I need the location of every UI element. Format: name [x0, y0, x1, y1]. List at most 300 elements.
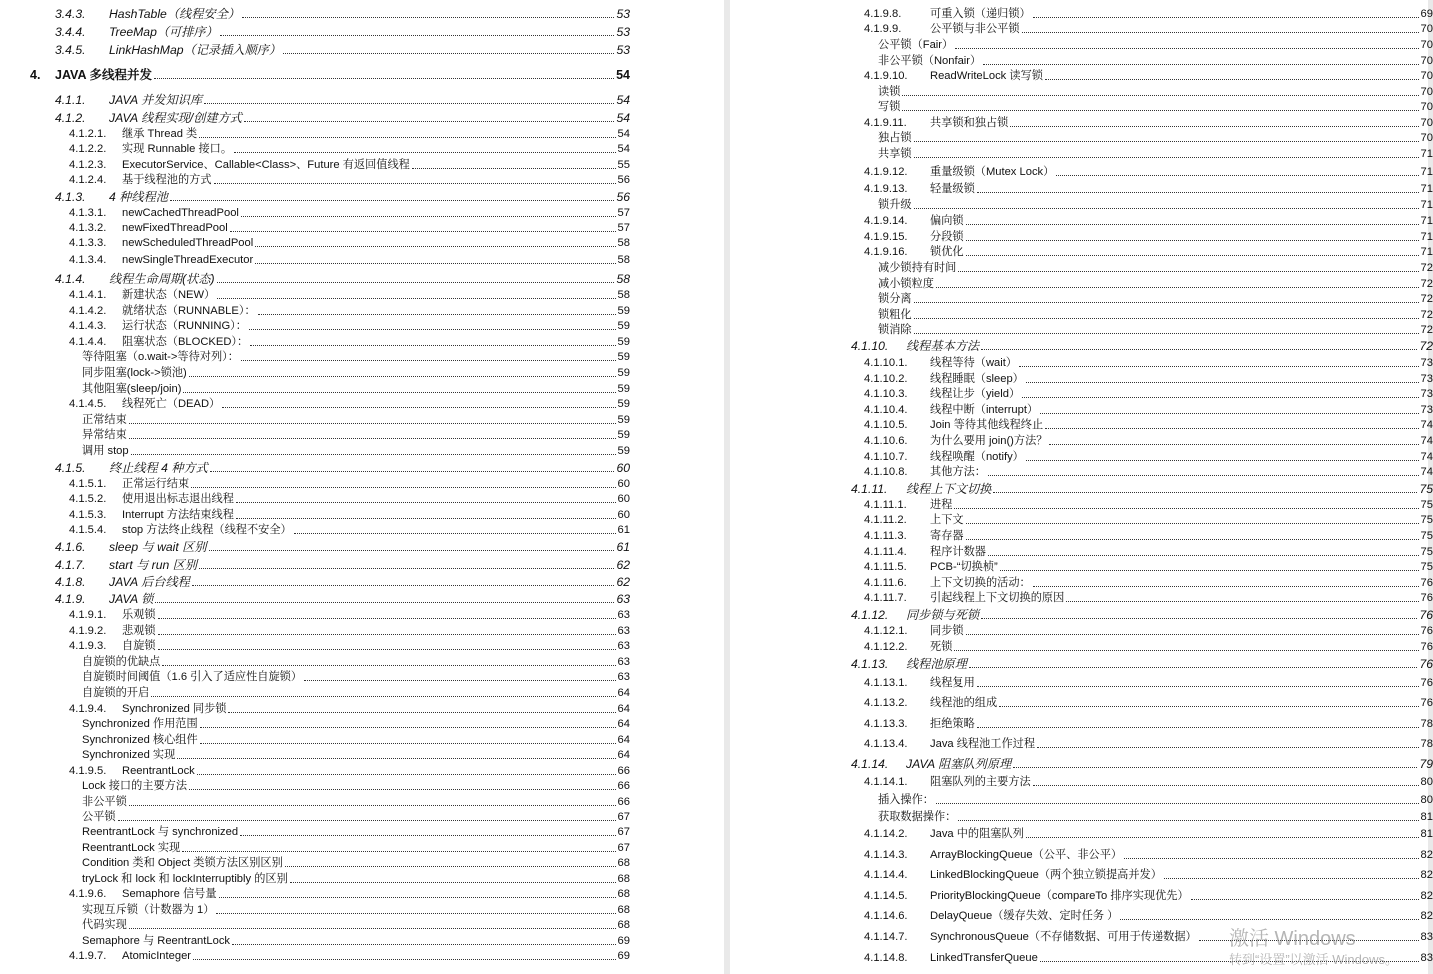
toc-dot-leader — [966, 523, 1419, 524]
toc-entry-page-number: 64 — [617, 687, 630, 699]
toc-entry-page-number: 59 — [617, 367, 630, 379]
toc-dot-leader — [158, 649, 616, 650]
toc-entry-page-number: 64 — [617, 703, 630, 715]
toc-entry-page-number: 72 — [1420, 324, 1433, 336]
toc-entry-title: LinkedBlockingQueue（两个独立锁提高并发） — [930, 869, 1162, 881]
toc-dot-leader — [209, 550, 615, 551]
toc-entry[interactable] — [864, 434, 1433, 448]
toc-entry-title: 线程死亡（DEAD） — [122, 398, 221, 410]
toc-entry-title: Semaphore 信号量 — [122, 888, 217, 900]
toc-entry[interactable] — [82, 428, 630, 442]
toc-dot-leader — [1040, 413, 1418, 414]
toc-dot-leader — [129, 805, 616, 806]
toc-entry[interactable] — [864, 827, 1433, 841]
toc-entry-title: 共享锁和独占锁 — [930, 117, 1009, 129]
toc-dot-leader — [283, 53, 614, 54]
toc-entry-title: 可重入锁（递归锁） — [930, 8, 1031, 20]
toc-entry[interactable] — [82, 350, 630, 364]
toc-entry-title: Lock 接口的主要方法 — [82, 780, 188, 792]
toc-entry-page-number: 74 — [1420, 466, 1433, 478]
toc-dot-leader — [232, 944, 616, 945]
toc-entry[interactable] — [82, 872, 630, 886]
toc-entry[interactable] — [55, 592, 630, 606]
toc-entry-title: 进程 — [930, 499, 953, 511]
toc-entry[interactable] — [878, 147, 1433, 161]
toc-entry-title: JAVA 阻塞队列原理 — [906, 757, 1012, 771]
toc-entry-title: 自旋锁的优缺点 — [82, 656, 161, 668]
toc-entry-number: 4.1.10.3. — [864, 388, 908, 400]
toc-entry-number: 4.1.9.4. — [69, 703, 107, 715]
toc-entry[interactable] — [69, 624, 630, 638]
toc-entry[interactable] — [82, 444, 630, 458]
toc-entry[interactable] — [82, 366, 630, 380]
toc-entry[interactable] — [864, 576, 1433, 590]
toc-entry-number: 4.1.9.16. — [864, 246, 908, 258]
toc-entry-title: 读锁 — [878, 86, 901, 98]
toc-entry[interactable] — [864, 403, 1433, 417]
toc-entry[interactable] — [69, 608, 630, 622]
toc-entry-title: Synchronized 同步锁 — [122, 703, 227, 715]
toc-dot-leader — [936, 803, 1419, 804]
toc-entry[interactable] — [878, 198, 1433, 212]
toc-entry-number: 4.1.10.1. — [864, 357, 908, 369]
toc-entry-title: 实现 Runnable 接口。 — [122, 143, 233, 155]
toc-entry-page-number: 66 — [617, 796, 630, 808]
toc-entry-number: 4.1.3. — [55, 190, 86, 204]
toc-entry-page-number: 54 — [617, 143, 630, 155]
toc-entry[interactable] — [864, 182, 1433, 196]
toc-entry-title: 同步锁与死锁 — [906, 608, 980, 622]
toc-entry[interactable] — [864, 7, 1433, 21]
toc-entry-page-number: 63 — [617, 640, 630, 652]
toc-entry-number: 4.1.14.4. — [864, 869, 908, 881]
toc-entry[interactable] — [878, 38, 1433, 52]
toc-entry-title: 获取数据操作： — [878, 811, 957, 823]
toc-dot-leader — [217, 282, 615, 283]
toc-entry[interactable] — [851, 339, 1433, 353]
toc-dot-leader — [155, 602, 614, 603]
toc-dot-leader — [158, 634, 616, 635]
toc-entry[interactable] — [69, 523, 630, 537]
toc-entry[interactable] — [878, 54, 1433, 68]
toc-entry-number: 4.1.9.10. — [864, 70, 908, 82]
toc-entry[interactable] — [82, 670, 630, 684]
toc-entry[interactable] — [878, 100, 1433, 114]
toc-entry[interactable] — [55, 25, 630, 39]
toc-entry-number: 4.1.4. — [55, 272, 86, 286]
toc-entry-title: DelayQueue（缓存失效、定时任务 ） — [930, 910, 1119, 922]
toc-entry-title: Interrupt 方法结束线程 — [122, 509, 234, 521]
toc-entry-page-number: 63 — [616, 592, 630, 606]
toc-entry[interactable] — [864, 775, 1433, 789]
toc-entry[interactable] — [878, 85, 1433, 99]
toc-entry-number: 4.1.5.4. — [69, 524, 107, 536]
toc-entry[interactable] — [864, 737, 1433, 751]
toc-entry-number: 4.1.5. — [55, 461, 86, 475]
toc-entry[interactable] — [82, 748, 630, 762]
toc-entry[interactable] — [82, 686, 630, 700]
toc-entry[interactable] — [864, 545, 1433, 559]
toc-entry-page-number: 74 — [1420, 451, 1433, 463]
toc-entry[interactable] — [851, 482, 1433, 496]
toc-entry[interactable] — [55, 575, 630, 589]
toc-entry-number: 4.1.14.6. — [864, 910, 908, 922]
toc-entry-number: 4.1.11.2. — [864, 514, 907, 526]
watermark-line-2: 转到“设置”以激活 Windows。 — [1228, 952, 1398, 967]
toc-dot-leader — [258, 314, 616, 315]
toc-entry-number: 4.1.10.6. — [864, 435, 908, 447]
toc-entry[interactable] — [69, 397, 630, 411]
toc-entry-title: 其他阻塞(sleep/join) — [82, 383, 182, 395]
toc-entry-page-number: 53 — [616, 7, 630, 21]
toc-entry-page-number: 70 — [1420, 86, 1433, 98]
toc-entry-title: 乐观锁 — [122, 609, 156, 621]
toc-entry-title: 锁粗化 — [878, 309, 912, 321]
toc-dot-leader — [914, 333, 1419, 334]
toc-entry-title: 减小锁粒度 — [878, 278, 934, 290]
toc-entry[interactable] — [864, 529, 1433, 543]
toc-entry-number: 4.1.9.6. — [69, 888, 107, 900]
toc-entry[interactable] — [864, 498, 1433, 512]
toc-entry-number: 4.1.12.2. — [864, 641, 908, 653]
toc-entry-page-number: 71 — [1420, 231, 1433, 243]
toc-entry-page-number: 59 — [617, 429, 630, 441]
toc-entry[interactable] — [82, 779, 630, 793]
toc-dot-leader — [183, 392, 615, 393]
toc-dot-leader — [914, 302, 1419, 303]
toc-entry[interactable] — [878, 277, 1433, 291]
toc-entry-page-number: 59 — [617, 383, 630, 395]
toc-dot-leader — [200, 743, 616, 744]
toc-entry[interactable] — [864, 848, 1433, 862]
toc-entry-title: JAVA 线程实现/创建方式 — [109, 111, 242, 125]
toc-entry[interactable] — [69, 702, 630, 716]
toc-dot-leader — [191, 487, 615, 488]
toc-entry-title: ReentrantLock — [122, 765, 195, 777]
toc-entry[interactable] — [55, 7, 630, 21]
right-toc — [730, 0, 1433, 974]
toc-dot-leader — [1033, 785, 1419, 786]
toc-entry[interactable] — [82, 934, 630, 948]
toc-entry-number: 4.1.9. — [55, 592, 86, 606]
toc-dot-leader — [1026, 837, 1419, 838]
toc-entry-page-number: 60 — [617, 478, 630, 490]
toc-entry-number: 4.1.13.3. — [864, 718, 908, 730]
toc-entry[interactable] — [55, 111, 630, 125]
toc-entry-page-number: 83 — [1420, 952, 1433, 964]
toc-entry[interactable] — [55, 190, 630, 204]
toc-entry-page-number: 68 — [617, 919, 630, 931]
toc-entry-number: 3.4.3. — [55, 7, 86, 21]
toc-entry[interactable] — [69, 508, 630, 522]
toc-entry[interactable] — [82, 655, 630, 669]
toc-dot-leader — [240, 835, 615, 836]
toc-entry[interactable] — [82, 825, 630, 839]
toc-entry[interactable] — [864, 230, 1433, 244]
toc-entry[interactable] — [69, 477, 630, 491]
toc-entry[interactable] — [69, 319, 630, 333]
toc-entry[interactable] — [864, 696, 1433, 710]
toc-entry-title: 分段锁 — [930, 231, 964, 243]
toc-entry[interactable] — [69, 887, 630, 901]
toc-entry[interactable] — [82, 795, 630, 809]
toc-entry[interactable] — [878, 810, 1433, 824]
toc-entry-number: 4.1.9.8. — [864, 8, 902, 20]
toc-entry-page-number: 60 — [616, 461, 630, 475]
toc-dot-leader — [1000, 570, 1419, 571]
toc-dot-leader — [242, 17, 614, 18]
toc-dot-leader — [222, 407, 615, 408]
toc-entry[interactable] — [851, 757, 1433, 771]
toc-entry-page-number: 76 — [1420, 641, 1433, 653]
toc-entry-page-number: 62 — [616, 575, 630, 589]
toc-dot-leader — [177, 758, 615, 759]
toc-dot-leader — [966, 634, 1419, 635]
toc-dot-leader — [210, 471, 615, 472]
toc-dot-leader — [936, 287, 1419, 288]
toc-entry-number: 4.1.13.4. — [864, 738, 908, 750]
toc-entry-title: newSingleThreadExecutor — [122, 254, 254, 266]
toc-entry-title: PCB-“切换桢” — [930, 561, 998, 573]
toc-entry[interactable] — [69, 639, 630, 653]
toc-entry[interactable] — [69, 335, 630, 349]
toc-dot-leader — [182, 851, 615, 852]
toc-entry-title: 阻塞队列的主要方法 — [930, 776, 1031, 788]
toc-entry[interactable] — [864, 450, 1433, 464]
toc-entry[interactable] — [864, 676, 1433, 690]
toc-entry[interactable] — [864, 513, 1433, 527]
toc-entry[interactable] — [864, 22, 1433, 36]
toc-entry-page-number: 72 — [1419, 339, 1433, 353]
toc-entry[interactable] — [55, 93, 630, 107]
toc-entry[interactable] — [864, 909, 1433, 923]
toc-entry[interactable] — [69, 236, 630, 250]
toc-entry-title: tryLock 和 lock 和 lockInterruptibly 的区别 — [82, 873, 288, 885]
toc-entry-number: 4.1.4.3. — [69, 320, 107, 332]
toc-entry[interactable] — [55, 43, 630, 57]
toc-entry-page-number: 58 — [617, 237, 630, 249]
toc-entry-page-number: 71 — [1420, 183, 1433, 195]
toc-entry[interactable] — [69, 127, 630, 141]
toc-entry[interactable] — [82, 382, 630, 396]
toc-entry[interactable] — [864, 245, 1433, 259]
toc-entry-title: 锁升级 — [878, 199, 912, 211]
toc-entry-page-number: 62 — [616, 558, 630, 572]
toc-entry-page-number: 75 — [1420, 499, 1433, 511]
toc-entry[interactable] — [30, 68, 630, 82]
toc-entry[interactable] — [69, 949, 630, 963]
toc-dot-leader — [954, 650, 1418, 651]
toc-entry-page-number: 60 — [617, 493, 630, 505]
toc-entry-page-number: 75 — [1420, 546, 1433, 558]
toc-entry-page-number: 68 — [617, 904, 630, 916]
toc-dot-leader — [1019, 366, 1419, 367]
toc-entry-number: 4.1.7. — [55, 558, 86, 572]
toc-entry-title: Java 中的阻塞队列 — [930, 828, 1024, 840]
toc-entry[interactable] — [864, 356, 1433, 370]
toc-entry-number: 4.1.11.5. — [864, 561, 907, 573]
toc-entry[interactable] — [878, 261, 1433, 275]
toc-entry[interactable] — [55, 540, 630, 554]
toc-entry[interactable] — [69, 492, 630, 506]
toc-entry-title: 自旋锁时间阈值（1.6 引入了适应性自旋锁） — [82, 671, 303, 683]
toc-entry-page-number: 72 — [1420, 309, 1433, 321]
toc-entry[interactable] — [864, 640, 1433, 654]
toc-entry[interactable] — [864, 868, 1433, 882]
toc-entry[interactable] — [851, 608, 1433, 622]
toc-entry[interactable] — [864, 165, 1433, 179]
toc-entry[interactable] — [878, 308, 1433, 322]
toc-entry-page-number: 71 — [1420, 166, 1433, 178]
toc-entry-page-number: 56 — [617, 174, 630, 186]
toc-entry-number: 4.1.11.6. — [864, 577, 907, 589]
toc-entry-page-number: 82 — [1420, 849, 1433, 861]
toc-entry[interactable] — [69, 304, 630, 318]
toc-entry-number: 4.1.11.7. — [864, 592, 907, 604]
toc-entry[interactable] — [878, 323, 1433, 337]
toc-entry[interactable] — [69, 764, 630, 778]
toc-entry-title: Java 线程池工作过程 — [930, 738, 1036, 750]
toc-entry-page-number: 58 — [617, 289, 630, 301]
toc-entry[interactable] — [82, 717, 630, 731]
toc-entry-title: 线程等待（wait） — [930, 357, 1018, 369]
toc-entry[interactable] — [864, 372, 1433, 386]
toc-entry[interactable] — [864, 591, 1433, 605]
toc-entry[interactable] — [864, 465, 1433, 479]
toc-entry-page-number: 70 — [1420, 23, 1433, 35]
toc-entry-number: 4.1.9.3. — [69, 640, 107, 652]
toc-entry-page-number: 54 — [616, 111, 630, 125]
toc-entry-title: 上下文切换的活动： — [930, 577, 1031, 589]
toc-entry-number: 4.1.12. — [851, 608, 889, 622]
toc-entry-page-number: 66 — [617, 780, 630, 792]
toc-dot-leader — [981, 349, 1417, 350]
toc-entry[interactable] — [69, 158, 630, 172]
toc-entry-title: 实现互斥锁（计数器为 1） — [82, 904, 215, 916]
toc-dot-leader — [255, 246, 615, 247]
toc-dot-leader — [129, 423, 616, 424]
toc-entry-number: 4.1.2.1. — [69, 128, 107, 140]
toc-entry-title: 其他方法： — [930, 466, 986, 478]
toc-entry[interactable] — [864, 387, 1433, 401]
toc-entry-title: newFixedThreadPool — [122, 222, 228, 234]
toc-entry-title: 拒绝策略 — [930, 718, 975, 730]
toc-dot-leader — [241, 216, 616, 217]
toc-entry-title: JAVA 锁 — [109, 592, 154, 606]
toc-entry[interactable] — [55, 558, 630, 572]
toc-entry[interactable] — [878, 292, 1433, 306]
toc-entry[interactable] — [878, 793, 1433, 807]
toc-entry-title: 插入操作： — [878, 794, 934, 806]
toc-entry-title: newCachedThreadPool — [122, 207, 239, 219]
toc-entry-page-number: 81 — [1420, 828, 1433, 840]
toc-entry-title: JAVA 并发知识库 — [109, 93, 203, 107]
toc-dot-leader — [1120, 919, 1418, 920]
toc-entry[interactable] — [864, 889, 1433, 903]
toc-entry[interactable] — [82, 810, 630, 824]
toc-entry-title: 线程唤醒（notify） — [930, 451, 1024, 463]
toc-entry-number: 4.1.14.3. — [864, 849, 908, 861]
toc-dot-leader — [255, 263, 615, 264]
toc-entry[interactable] — [864, 624, 1433, 638]
toc-entry-page-number: 69 — [1420, 8, 1433, 20]
toc-entry[interactable] — [55, 461, 630, 475]
toc-entry-page-number: 60 — [617, 509, 630, 521]
toc-entry[interactable] — [82, 733, 630, 747]
toc-entry[interactable] — [82, 903, 630, 917]
toc-entry-page-number: 70 — [1420, 39, 1433, 51]
toc-entry-title: 基于线程池的方式 — [122, 174, 212, 186]
toc-entry-page-number: 81 — [1420, 811, 1433, 823]
toc-dot-leader — [1022, 32, 1419, 33]
toc-entry-title: 线程让步（yield） — [930, 388, 1021, 400]
toc-entry[interactable] — [82, 856, 630, 870]
toc-entry[interactable] — [864, 560, 1433, 574]
toc-entry[interactable] — [55, 272, 630, 286]
toc-entry-page-number: 70 — [1420, 70, 1433, 82]
toc-entry-number: 4.1.4.1. — [69, 289, 107, 301]
toc-entry[interactable] — [82, 413, 630, 427]
toc-entry[interactable] — [69, 288, 630, 302]
toc-entry[interactable] — [82, 841, 630, 855]
toc-entry-title: start 与 run 区别 — [109, 558, 198, 572]
toc-entry-title: 线程生命周期(状态) — [109, 272, 215, 286]
toc-entry-page-number: 61 — [617, 524, 630, 536]
toc-entry[interactable] — [69, 253, 630, 267]
toc-entry-title: 寄存器 — [930, 530, 964, 542]
toc-entry-page-number: 71 — [1420, 215, 1433, 227]
toc-entry[interactable] — [69, 221, 630, 235]
toc-entry-page-number: 66 — [617, 765, 630, 777]
toc-entry[interactable] — [878, 131, 1433, 145]
toc-dot-leader — [914, 157, 1419, 158]
toc-entry-title: LinkedTransferQueue — [930, 952, 1038, 964]
toc-entry[interactable] — [864, 418, 1433, 432]
toc-entry-title: ExecutorService、Callable<Class>、Future 有返回值线程 — [122, 159, 410, 171]
toc-entry[interactable] — [864, 69, 1433, 83]
toc-entry[interactable] — [864, 717, 1433, 731]
toc-entry-number: 4.1.10.8. — [864, 466, 908, 478]
toc-entry-number: 4.1.9.5. — [69, 765, 107, 777]
toc-entry[interactable] — [69, 142, 630, 156]
toc-entry-title: 减少锁持有时间 — [878, 262, 957, 274]
toc-dot-leader — [958, 271, 1418, 272]
toc-entry-title: 4 种线程池 — [109, 190, 168, 204]
toc-entry-number: 4.1.9.12. — [864, 166, 908, 178]
toc-entry-page-number: 75 — [1420, 530, 1433, 542]
toc-entry[interactable] — [69, 173, 630, 187]
toc-dot-leader — [914, 141, 1419, 142]
toc-dot-leader — [977, 192, 1419, 193]
toc-entry-number: 4.1.14.2. — [864, 828, 908, 840]
toc-entry-title: 非公平锁（Nonfair） — [878, 55, 982, 67]
toc-entry-title: 使用退出标志退出线程 — [122, 493, 234, 505]
toc-entry[interactable] — [851, 657, 1433, 671]
toc-entry-number: 4.1.2.3. — [69, 159, 107, 171]
toc-entry[interactable] — [864, 116, 1433, 130]
toc-entry[interactable] — [864, 214, 1433, 228]
toc-entry-title: Synchronized 实现 — [82, 749, 176, 761]
toc-entry[interactable] — [69, 206, 630, 220]
toc-dot-leader — [977, 686, 1419, 687]
toc-entry-page-number: 63 — [617, 609, 630, 621]
toc-entry-page-number: 71 — [1420, 246, 1433, 258]
toc-entry-page-number: 76 — [1420, 697, 1433, 709]
toc-dot-leader — [250, 345, 615, 346]
toc-entry-title: PriorityBlockingQueue（compareTo 排序实现优先） — [930, 890, 1189, 902]
toc-entry[interactable] — [82, 918, 630, 932]
toc-dot-leader — [966, 539, 1419, 540]
